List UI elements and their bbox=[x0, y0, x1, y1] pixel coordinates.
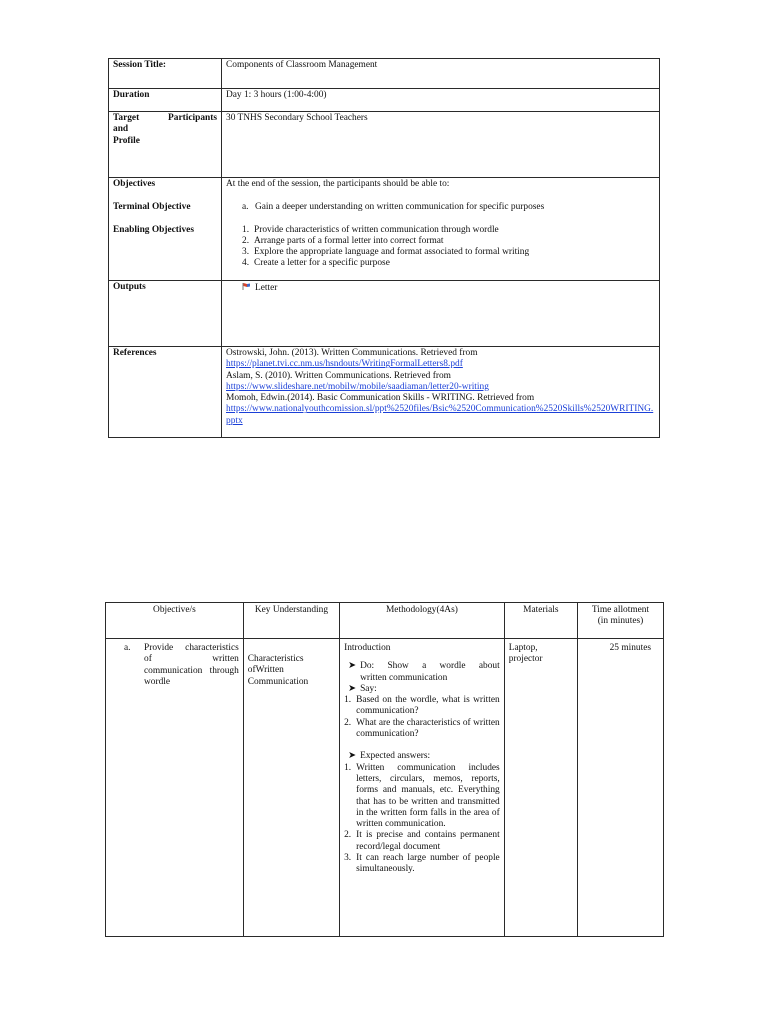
question-number: 1. bbox=[344, 695, 352, 706]
expected-heading: Expected answers: bbox=[360, 751, 431, 762]
objective-text bbox=[138, 643, 239, 688]
do-word: about bbox=[478, 661, 500, 672]
outputs-value: Letter bbox=[255, 283, 278, 293]
outputs-label: Outputs bbox=[109, 281, 222, 347]
answer-number: 2. bbox=[344, 830, 352, 841]
do-word: Do: bbox=[360, 661, 375, 672]
lesson-plan-table bbox=[105, 602, 664, 937]
target-value: 30 TNHS Secondary School Teachers bbox=[222, 112, 660, 178]
objectives-row bbox=[109, 178, 660, 281]
enabling-text: Explore the appropriate language and format associated to formal writing bbox=[254, 247, 530, 258]
obj-word: communication bbox=[144, 665, 203, 676]
header-materials: Materials bbox=[504, 603, 577, 639]
arrow-bullet-icon: ➤ bbox=[348, 683, 357, 694]
obj-word: through bbox=[209, 665, 239, 676]
key-understanding-cell bbox=[243, 639, 339, 937]
session-info-table bbox=[108, 58, 660, 438]
outputs-item bbox=[226, 282, 655, 295]
terminal-marker: a. bbox=[242, 202, 249, 213]
answer-text: It is precise and contains permanent record/legal document bbox=[356, 830, 500, 852]
key-line: Communication bbox=[247, 676, 309, 687]
question-item bbox=[344, 718, 500, 741]
objectives-label: Objectives bbox=[113, 179, 156, 189]
enabling-objectives-list bbox=[226, 225, 655, 270]
duration-value: Day 1: 3 hours (1:00-4:00) bbox=[222, 89, 660, 112]
question-text: What are the characteristics of written communication? bbox=[356, 717, 500, 740]
terminal-objective-label: Terminal Objective bbox=[113, 202, 191, 213]
objectives-content bbox=[222, 178, 660, 281]
session-title-label: Session Title: bbox=[109, 59, 222, 89]
enabling-number: 3. bbox=[242, 247, 250, 258]
session-title-value: Components of Classroom Management bbox=[222, 59, 660, 89]
answer-text: Written communication includes letters, circulars, memos, reports, forms and manuals, etc. Everything that has to be written and transmitted in the written form falls in the area of written communication. bbox=[356, 762, 500, 830]
header-objectives: Objective/s bbox=[106, 603, 244, 639]
enabling-item bbox=[242, 236, 655, 247]
participants-word: Participants bbox=[168, 113, 217, 123]
methodology-heading: Introduction bbox=[344, 643, 391, 653]
target-row bbox=[109, 112, 660, 178]
reference-text: Aslam, S. (2010). Written Communications. Retrieved from bbox=[226, 370, 451, 381]
key-line: Characteristics bbox=[247, 654, 304, 664]
obj-word: Provide bbox=[144, 643, 174, 653]
objectives-intro: At the end of the session, the participants should be able to: bbox=[226, 179, 450, 189]
materials-cell: Laptop, projector bbox=[504, 639, 577, 937]
say-item bbox=[344, 684, 500, 695]
do-item bbox=[344, 661, 500, 684]
duration-label: Duration bbox=[109, 89, 222, 112]
enabling-text: Arrange parts of a formal letter into correct format bbox=[254, 235, 444, 246]
obj-word: written bbox=[212, 654, 239, 665]
say-text: Say: bbox=[360, 683, 377, 694]
header-key-understanding: Key Understanding bbox=[243, 603, 339, 639]
references-row bbox=[109, 347, 660, 438]
session-title-row bbox=[109, 59, 660, 89]
plan-row bbox=[106, 639, 664, 937]
answer-number: 3. bbox=[344, 853, 352, 864]
expected-item bbox=[344, 751, 500, 762]
time-cell: 25 minutes bbox=[577, 639, 663, 937]
answer-text: It can reach large number of people simultaneously. bbox=[356, 853, 500, 875]
key-line: ofWritten bbox=[247, 665, 284, 676]
answer-item bbox=[344, 853, 500, 876]
target-word: Target bbox=[113, 113, 140, 123]
arrow-bullet-icon: ➤ bbox=[348, 751, 357, 762]
header-time-line2: (in minutes) bbox=[597, 616, 644, 627]
target-label-line2: and bbox=[113, 124, 129, 135]
answer-number: 1. bbox=[344, 762, 352, 773]
outputs-content bbox=[222, 281, 660, 347]
reference-text: Momoh, Edwin.(2014). Basic Communication Skills - WRITING. Retrieved from bbox=[226, 393, 535, 404]
question-text: Based on the wordle, what is written communication? bbox=[356, 695, 500, 717]
duration-row bbox=[109, 89, 660, 112]
enabling-item bbox=[242, 225, 655, 236]
enabling-number: 2. bbox=[242, 235, 250, 246]
target-label bbox=[109, 112, 222, 178]
enabling-objectives-label: Enabling Objectives bbox=[113, 224, 194, 235]
obj-line: wordle bbox=[144, 676, 171, 687]
reference-link[interactable]: https://www.slideshare.net/mobilw/mobile/saadiaman/letter20-writing bbox=[226, 381, 489, 392]
header-time-allotment bbox=[577, 603, 663, 639]
reference-text: Ostrowski, John. (2013). Written Communications. Retrieved from bbox=[226, 348, 478, 358]
enabling-text: Create a letter for a specific purpose bbox=[254, 258, 390, 269]
reference-link[interactable]: https://www.nationalyouthcomission.sl/ppt%2520files/Bsic%2520Communication%2520Skills%2520WRITING.pptx bbox=[226, 404, 654, 426]
outputs-row bbox=[109, 281, 660, 347]
references-content bbox=[222, 347, 660, 438]
references-label: References bbox=[109, 347, 222, 438]
do-word: Show bbox=[387, 661, 409, 672]
question-item bbox=[344, 695, 500, 718]
header-methodology: Methodology(4As) bbox=[340, 603, 505, 639]
flag-bullet-icon bbox=[242, 282, 255, 295]
plan-header-row bbox=[106, 603, 664, 639]
obj-word: characteristics bbox=[185, 643, 239, 653]
answer-item bbox=[344, 830, 500, 853]
enabling-item bbox=[242, 258, 655, 269]
objective-marker: a. bbox=[124, 643, 131, 653]
header-time-line1: Time allotment bbox=[591, 605, 650, 615]
terminal-text: Gain a deeper understanding on written communication for specific purposes bbox=[255, 202, 545, 213]
objectives-labels bbox=[109, 178, 222, 281]
target-label-line3: Profile bbox=[113, 135, 140, 146]
enabling-number: 4. bbox=[242, 258, 250, 269]
reference-link[interactable]: https://planet.tvi.cc.nm.us/hsndouts/WritingFormalLetters8.pdf bbox=[226, 359, 463, 370]
objective-cell bbox=[106, 639, 244, 937]
terminal-objective bbox=[226, 202, 655, 213]
do-word: wordle bbox=[439, 661, 466, 672]
enabling-number: 1. bbox=[242, 224, 250, 235]
enabling-item bbox=[242, 247, 655, 258]
do-line: written communication bbox=[360, 672, 448, 683]
do-word: a bbox=[422, 661, 427, 672]
objective-item bbox=[110, 643, 239, 688]
methodology-cell bbox=[340, 639, 505, 937]
obj-word: of bbox=[144, 654, 152, 665]
arrow-bullet-icon: ➤ bbox=[348, 661, 357, 672]
enabling-text: Provide characteristics of written communication through wordle bbox=[254, 224, 499, 235]
answer-item bbox=[344, 763, 500, 831]
target-label-line1 bbox=[113, 113, 217, 124]
question-number: 2. bbox=[344, 717, 352, 728]
